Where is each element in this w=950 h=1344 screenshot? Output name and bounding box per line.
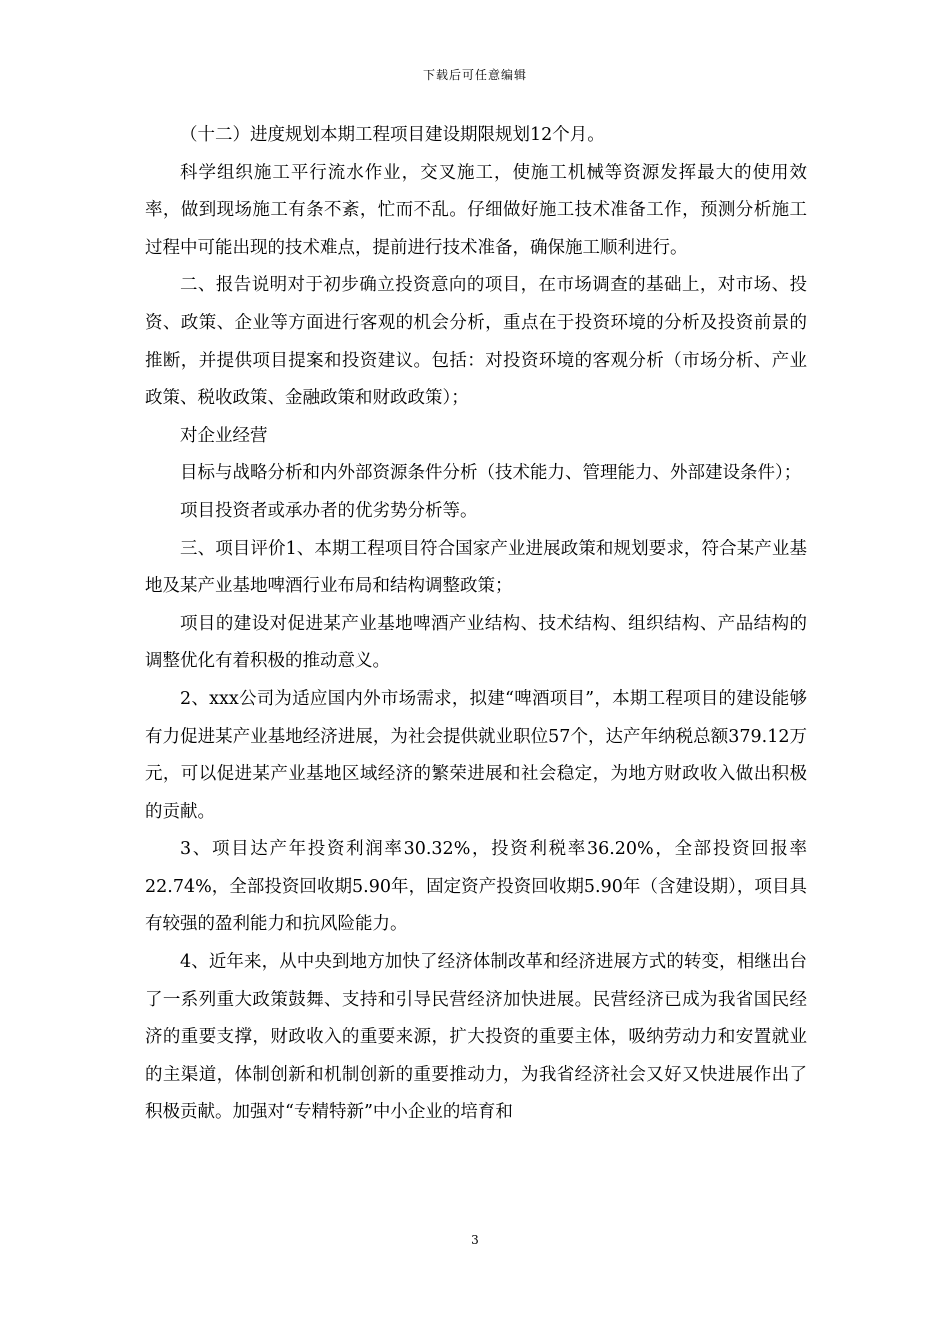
paragraph-economic-reform: 4、近年来，从中央到地方加快了经济体制改革和经济进展方式的转变，相继出台了一系列重大政策鼓舞、支持和引导民营经济加快进展。民营经济已成为我省国民经济的重要支撑，财政收入的重要来源，扩大投资的重要主体，吸纳劳动力和安置就业的主渠道，体制创新和机制创新的重要推动力，为我省经济社会又好又快进展作出了积极贡献。加强对“专精特新”中小企业的培育和 xyxy=(145,952,807,1123)
paragraph-financial-indicators: 3、项目达产年投资利润率30.32%，投资利税率36.20%，全部投资回报率22.74%，全部投资回收期5.90年，固定资产投资回收期5.90年（含建设期），项目具有较强的盈利能力和抗风险能力。 xyxy=(145,839,807,935)
paragraph-report-description: 二、报告说明对于初步确立投资意向的项目，在市场调查的基础上，对市场、投资、政策、企业等方面进行客观的机会分析，重点在于投资环境的分析及投资前景的推断，并提供项目提案和投资建议。包括：对投资环境的客观分析（市场分析、产业政策、税收政策、金融政策和财政政策）； xyxy=(145,275,807,409)
paragraph-swot-analysis: 项目投资者或承办者的优劣势分析等。 xyxy=(180,500,478,521)
page-number: 3 xyxy=(471,1233,479,1247)
page-header: 下载后可任意编辑 xyxy=(422,68,527,82)
paragraph-enterprise-operation: 对企业经营 xyxy=(180,425,268,446)
paragraph-strategy-analysis: 目标与战略分析和内外部资源条件分析（技术能力、管理能力、外部建设条件）； xyxy=(180,463,802,484)
paragraph-company-project: 2、xxx公司为适应国内外市场需求，拟建“啤酒项目”，本期工程项目的建设能够有力促进某产业基地经济进展，为社会提供就业职位57个，达产年纳税总额379.12万元，可以促进某产业基地区域经济的繁荣进展和社会稳定，为地方财政收入做出积极的贡献。 xyxy=(145,688,807,822)
document-body xyxy=(145,117,807,1132)
paragraph-project-evaluation: 三、项目评价1、本期工程项目符合国家产业进展政策和规划要求，符合某产业基地及某产业基地啤酒行业布局和结构调整政策； xyxy=(145,538,807,597)
paragraph-schedule: （十二）进度规划本期工程项目建设期限规划12个月。 xyxy=(180,125,605,145)
paragraph-structure-optimization: 项目的建设对促进某产业基地啤酒产业结构、技术结构、组织结构、产品结构的调整优化有着积极的推动意义。 xyxy=(145,613,807,672)
paragraph-construction-organization: 科学组织施工平行流水作业，交叉施工，使施工机械等资源发挥最大的使用效率，做到现场施工有条不紊，忙而不乱。仔细做好施工技术准备工作，预测分析施工过程中可能出现的技术难点，提前进行技术准备，确保施工顺利进行。 xyxy=(145,162,807,258)
